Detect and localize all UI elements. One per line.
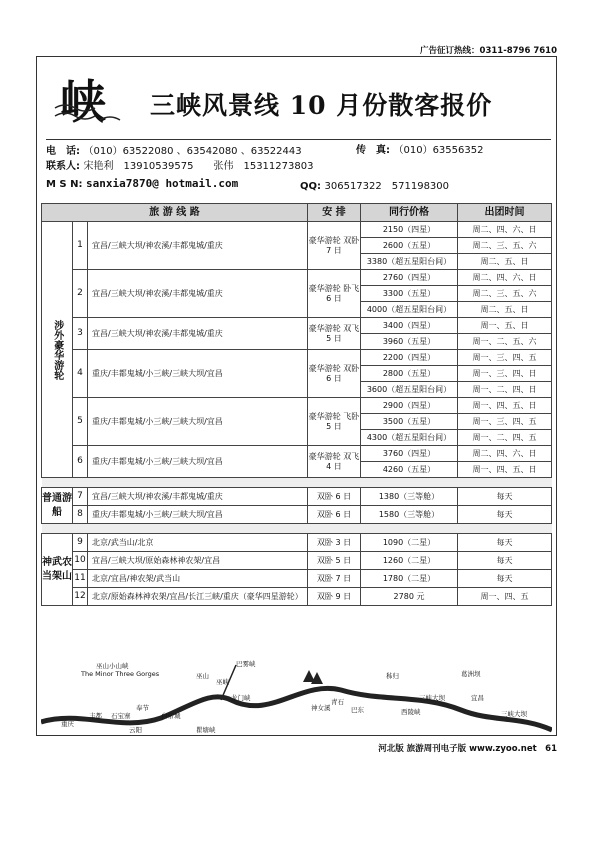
map-label: 青石 bbox=[331, 698, 344, 706]
group-shennongjia: 神武农当架山 bbox=[42, 534, 73, 606]
route-number: 7 bbox=[73, 488, 88, 506]
price-cell: 2600（五星） bbox=[361, 238, 458, 254]
departure-cell: 每天 bbox=[458, 552, 552, 570]
logo-char: 峡 bbox=[60, 75, 106, 129]
route-name: 北京/宜昌/神农架/武当山 bbox=[88, 570, 308, 588]
map-label: 神女溪 bbox=[311, 704, 331, 712]
departure-cell: 周一、三、四、五 bbox=[458, 414, 552, 430]
contact-fax bbox=[356, 141, 483, 156]
group-luxury-cruise: 涉外豪华游轮 bbox=[42, 222, 73, 478]
departure-cell: 周二、四、六、日 bbox=[458, 222, 552, 238]
departure-cell: 周一、二、四、五 bbox=[458, 430, 552, 446]
person-value: 宋艳利 13910539575 张伟 15311273803 bbox=[83, 161, 314, 172]
route-arrangement: 双卧 6 日 bbox=[308, 488, 361, 506]
price-cell: 4300（超五星阳台间） bbox=[361, 430, 458, 446]
route-number: 8 bbox=[73, 506, 88, 524]
route-arrangement: 双卧 9 日 bbox=[308, 588, 361, 606]
route-name: 宜昌/三峡大坝/神农溪/丰都鬼城/重庆 bbox=[88, 488, 308, 506]
route-name: 宜昌/三峡大坝/神农溪/丰都鬼城/重庆 bbox=[88, 270, 308, 318]
map-label: The Minor Three Gorges bbox=[81, 670, 160, 678]
map-label: 石宝寨 bbox=[111, 712, 131, 720]
price-cell: 3380（超五星阳台间） bbox=[361, 254, 458, 270]
map-label: 云阳 bbox=[129, 726, 142, 734]
departure-cell: 周一、三、四、日 bbox=[458, 366, 552, 382]
map-label: 龙门峡 bbox=[231, 694, 251, 702]
departure-cell: 周二、四、六、日 bbox=[458, 446, 552, 462]
price-cell: 3400（四星） bbox=[361, 318, 458, 334]
contact-person bbox=[46, 157, 313, 172]
map-label: 秭归 bbox=[386, 672, 399, 680]
route-name: 宜昌/三峡大坝/原始森林神农架/宜昌 bbox=[88, 552, 308, 570]
table-row bbox=[42, 222, 552, 238]
table-row bbox=[42, 506, 552, 524]
price-table bbox=[41, 203, 552, 606]
header-arrangement: 安 排 bbox=[308, 204, 361, 222]
departure-cell: 周二、三、五、六 bbox=[458, 286, 552, 302]
departure-cell: 周一、四、五 bbox=[458, 588, 552, 606]
fax-value: （010）63556352 bbox=[393, 145, 484, 156]
header-route: 旅 游 线 路 bbox=[42, 204, 308, 222]
table-row bbox=[42, 570, 552, 588]
msn-value: sanxia7870@ hotmail.com bbox=[85, 177, 239, 190]
fax-label: 传 真: bbox=[356, 145, 390, 156]
qq-label: QQ: bbox=[300, 181, 322, 192]
price-cell: 2150（四星） bbox=[361, 222, 458, 238]
divider-cell bbox=[42, 478, 552, 488]
price-cell: 3960（五星） bbox=[361, 334, 458, 350]
map-label: 三峡大坝 bbox=[419, 694, 445, 702]
table-header-row bbox=[42, 204, 552, 222]
route-arrangement: 双卧 5 日 bbox=[308, 552, 361, 570]
map-label: 巫山小山峡 bbox=[96, 662, 129, 670]
departure-cell: 每天 bbox=[458, 506, 552, 524]
qq-value: 306517322 571198300 bbox=[324, 181, 450, 192]
departure-cell: 周一、五、日 bbox=[458, 318, 552, 334]
price-cell: 4260（五星） bbox=[361, 462, 458, 478]
route-number: 1 bbox=[73, 222, 88, 270]
msn-label: M S N: bbox=[46, 179, 83, 190]
header-time: 出团时间 bbox=[458, 204, 552, 222]
departure-cell: 周二、五、日 bbox=[458, 302, 552, 318]
section-divider bbox=[42, 524, 552, 534]
route-name: 宜昌/三峡大坝/神农溪/丰都鬼城/重庆 bbox=[88, 222, 308, 270]
phone-value: （010）63522080 、63542080 、63522443 bbox=[83, 146, 302, 157]
section-divider bbox=[42, 478, 552, 488]
contact-msn bbox=[46, 177, 238, 190]
table-row bbox=[42, 552, 552, 570]
departure-cell: 周二、四、六、日 bbox=[458, 270, 552, 286]
route-name: 重庆/丰都鬼城/小三峡/三峡大坝/宜昌 bbox=[88, 446, 308, 478]
table-row bbox=[42, 588, 552, 606]
map-label: 丰都 bbox=[89, 712, 102, 720]
route-number: 10 bbox=[73, 552, 88, 570]
price-cell: 2200（四星） bbox=[361, 350, 458, 366]
route-arrangement: 双卧 7 日 bbox=[308, 570, 361, 588]
map-label: 重庆 bbox=[61, 720, 74, 728]
price-cell: 1780（二星） bbox=[361, 570, 458, 588]
route-number: 4 bbox=[73, 350, 88, 398]
map-label: 宜昌 bbox=[471, 694, 484, 702]
departure-cell: 周一、四、五、日 bbox=[458, 462, 552, 478]
route-arrangement: 豪华游轮 双卧 7 日 bbox=[308, 222, 361, 270]
price-cell: 2800（五星） bbox=[361, 366, 458, 382]
contact-qq bbox=[300, 177, 449, 192]
map-label: 三峡大坝 bbox=[501, 710, 527, 718]
header-price: 同行价格 bbox=[361, 204, 458, 222]
departure-cell: 周一、四、五、日 bbox=[458, 398, 552, 414]
route-number: 11 bbox=[73, 570, 88, 588]
route-name: 重庆/丰都鬼城/小三峡/三峡大坝/宜昌 bbox=[88, 506, 308, 524]
map-label: 瞿塘峡 bbox=[196, 726, 216, 734]
table-row bbox=[42, 270, 552, 286]
map-label: 巫山 bbox=[196, 672, 209, 680]
route-number: 3 bbox=[73, 318, 88, 350]
route-arrangement: 双卧 6 日 bbox=[308, 506, 361, 524]
price-cell: 2780 元 bbox=[361, 588, 458, 606]
price-cell: 4000（超五星阳台间） bbox=[361, 302, 458, 318]
departure-cell: 周二、三、五、六 bbox=[458, 238, 552, 254]
page-footer: 河北版 旅游周刊电子版 www.zyoo.net 61 bbox=[378, 744, 557, 754]
page-title: 三峡风景线 10 月份散客报价 bbox=[150, 91, 493, 120]
route-arrangement: 豪华游轮 飞卧 5 日 bbox=[308, 398, 361, 446]
departure-cell: 每天 bbox=[458, 534, 552, 552]
price-cell: 1580（三等舱） bbox=[361, 506, 458, 524]
price-cell: 2900（四星） bbox=[361, 398, 458, 414]
ad-hotline: 广告征订热线：0311-8796 7610 bbox=[420, 46, 557, 56]
map-label: 西陵峡 bbox=[401, 708, 421, 716]
price-cell: 1380（三等舱） bbox=[361, 488, 458, 506]
logo-wave-icon bbox=[50, 100, 130, 130]
route-number: 6 bbox=[73, 446, 88, 478]
map-label: 奉节 bbox=[136, 704, 149, 712]
map-label: 葛洲坝 bbox=[461, 670, 481, 678]
phone-label: 电 话: bbox=[46, 146, 80, 157]
group-ordinary-boat: 普通游船 bbox=[42, 488, 73, 524]
map-label: 巴东 bbox=[351, 706, 364, 714]
departure-cell: 周一、三、四、五 bbox=[458, 350, 552, 366]
divider-cell bbox=[42, 524, 552, 534]
route-number: 9 bbox=[73, 534, 88, 552]
table-body bbox=[42, 222, 552, 606]
table-row bbox=[42, 398, 552, 414]
route-arrangement: 豪华游轮 双飞 4 日 bbox=[308, 446, 361, 478]
departure-cell: 每天 bbox=[458, 570, 552, 588]
route-map bbox=[41, 660, 552, 736]
map-label: 巫峡 bbox=[216, 678, 229, 686]
table-row bbox=[42, 488, 552, 506]
price-cell: 3300（五星） bbox=[361, 286, 458, 302]
departure-cell: 周一、二、四、日 bbox=[458, 382, 552, 398]
route-number: 2 bbox=[73, 270, 88, 318]
departure-cell: 周二、五、日 bbox=[458, 254, 552, 270]
table-row bbox=[42, 534, 552, 552]
route-name: 北京/武当山/北京 bbox=[88, 534, 308, 552]
price-cell: 3500（五星） bbox=[361, 414, 458, 430]
map-label: 巴雾峡 bbox=[236, 660, 256, 668]
route-name: 重庆/丰都鬼城/小三峡/三峡大坝/宜昌 bbox=[88, 398, 308, 446]
price-cell: 3760（四星） bbox=[361, 446, 458, 462]
departure-cell: 周一、二、五、六 bbox=[458, 334, 552, 350]
route-arrangement: 豪华游轮 卧飞 6 日 bbox=[308, 270, 361, 318]
price-cell: 3600（超五星阳台间） bbox=[361, 382, 458, 398]
departure-cell: 每天 bbox=[458, 488, 552, 506]
route-name: 重庆/丰都鬼城/小三峡/三峡大坝/宜昌 bbox=[88, 350, 308, 398]
route-arrangement: 双卧 3 日 bbox=[308, 534, 361, 552]
table-row bbox=[42, 318, 552, 334]
price-cell: 1260（二星） bbox=[361, 552, 458, 570]
price-cell: 1090（二星） bbox=[361, 534, 458, 552]
price-cell: 2760（四星） bbox=[361, 270, 458, 286]
route-arrangement: 豪华游轮 双飞 5 日 bbox=[308, 318, 361, 350]
route-arrangement: 豪华游轮 双卧 6 日 bbox=[308, 350, 361, 398]
map-label: 白帝城 bbox=[161, 712, 181, 720]
person-label: 联系人: bbox=[46, 161, 80, 172]
route-number: 5 bbox=[73, 398, 88, 446]
route-name: 北京/原始森林神农架/宜昌/长江三峡/重庆（豪华四星游轮） bbox=[88, 588, 308, 606]
table-row bbox=[42, 350, 552, 366]
table-row bbox=[42, 446, 552, 462]
route-name: 宜昌/三峡大坝/神农溪/丰都鬼城/重庆 bbox=[88, 318, 308, 350]
route-number: 12 bbox=[73, 588, 88, 606]
